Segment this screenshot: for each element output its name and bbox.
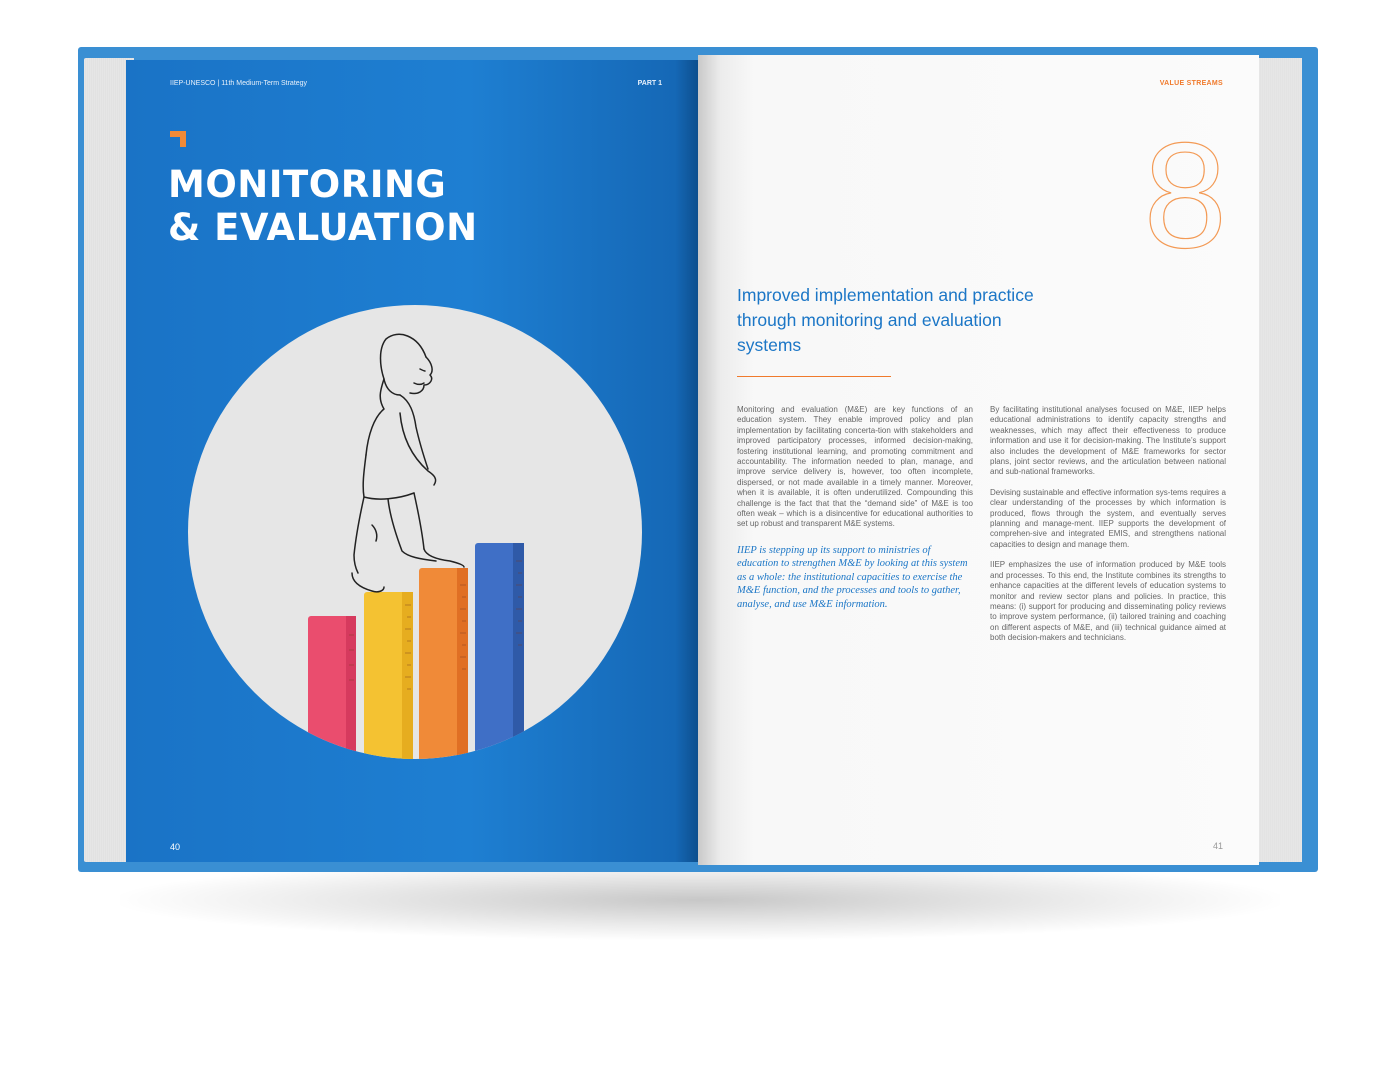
title-line-1: MONITORING	[168, 163, 447, 206]
woman-climbing-rulers-illustration	[188, 305, 642, 759]
yellow-ruler	[364, 592, 413, 759]
body-paragraph: Monitoring and evaluation (M&E) are key functions of an education system. They enable improved policy and plan implementation by facilitating concerta-tion with stakeholders and improved participatory processes, informed decision-making, fostering institutional learning, and promoting commitment and accountability. The information needed to plan, manage, and improve service delivery is, however, too often incomplete, dispersed, or not made available in a timely manner. Moreover, when it is available, it is often underutilized. Compounding this challenge is the fact that that the “demand side” of M&E is too often weak – which is a disincentive for educational authorities to set up robust and transparent M&E systems.	[737, 405, 973, 529]
value-stream-number: 8	[1143, 111, 1227, 279]
section-label: VALUE STREAMS	[1159, 80, 1223, 87]
chapter-title	[168, 163, 478, 249]
book-shadow	[120, 860, 1280, 940]
text-column-2	[990, 405, 1226, 654]
part-label: PART 1	[637, 80, 662, 87]
blue-ruler	[475, 543, 524, 759]
body-paragraph: By facilitating institutional analyses focused on M&E, IIEP helps educational administrations to identify capacity strengths and weaknesses, which may affect their effectiveness to produce information and use it for decision-making. The Institute’s support also includes the development of M&E frameworks for sector plans, joint sector reviews, and the articulation between national and sub-national frameworks.	[990, 405, 1226, 477]
section-subtitle: Improved implementation and practice through monitoring and evaluation systems	[737, 285, 1034, 355]
left-page	[126, 60, 698, 862]
orange-ruler	[419, 568, 468, 759]
divider-rule	[737, 376, 891, 377]
corner-accent-icon	[170, 131, 188, 149]
body-paragraph: Devising sustainable and effective information sys-tems requires a clear understanding of the processes by which information is produced, flows through the system, and eventually serves planning and manage-ment. IIEP supports the development of comprehen-sive and integrated EMIS, and strengthens national capacities to design and manage them.	[990, 487, 1226, 549]
pink-ruler	[308, 616, 356, 759]
illustration-circle	[188, 305, 642, 759]
woman-figure	[352, 334, 464, 591]
page-number-right: 41	[1212, 841, 1223, 851]
body-paragraph: IIEP emphasizes the use of information produced by M&E tools and processes. To this end, the Institute combines its strengths to enhance capacities at the different levels of education systems to monitor and review sector plans and policies. In practice, this means: (i) support for producing and disseminating policy reviews to improve system performance, (ii) tailored training and coaching on different aspects of M&E, and (iii) technical guidance aimed at both decision-makers and technicians.	[990, 560, 1226, 643]
pull-quote: IIEP is stepping up its support to ministries of education to strengthen M&E by looking at this system as a whole: the institutional capacities to exercise the M&E function, and the processes and tools to gather, analyse, and use M&E information.	[737, 544, 968, 610]
title-line-2: & EVALUATION	[168, 206, 478, 249]
text-column-1	[737, 405, 973, 621]
right-page	[698, 55, 1259, 865]
page-number-left: 40	[170, 842, 181, 852]
running-header: IIEP-UNESCO | 11th Medium-Term Strategy	[170, 80, 308, 87]
